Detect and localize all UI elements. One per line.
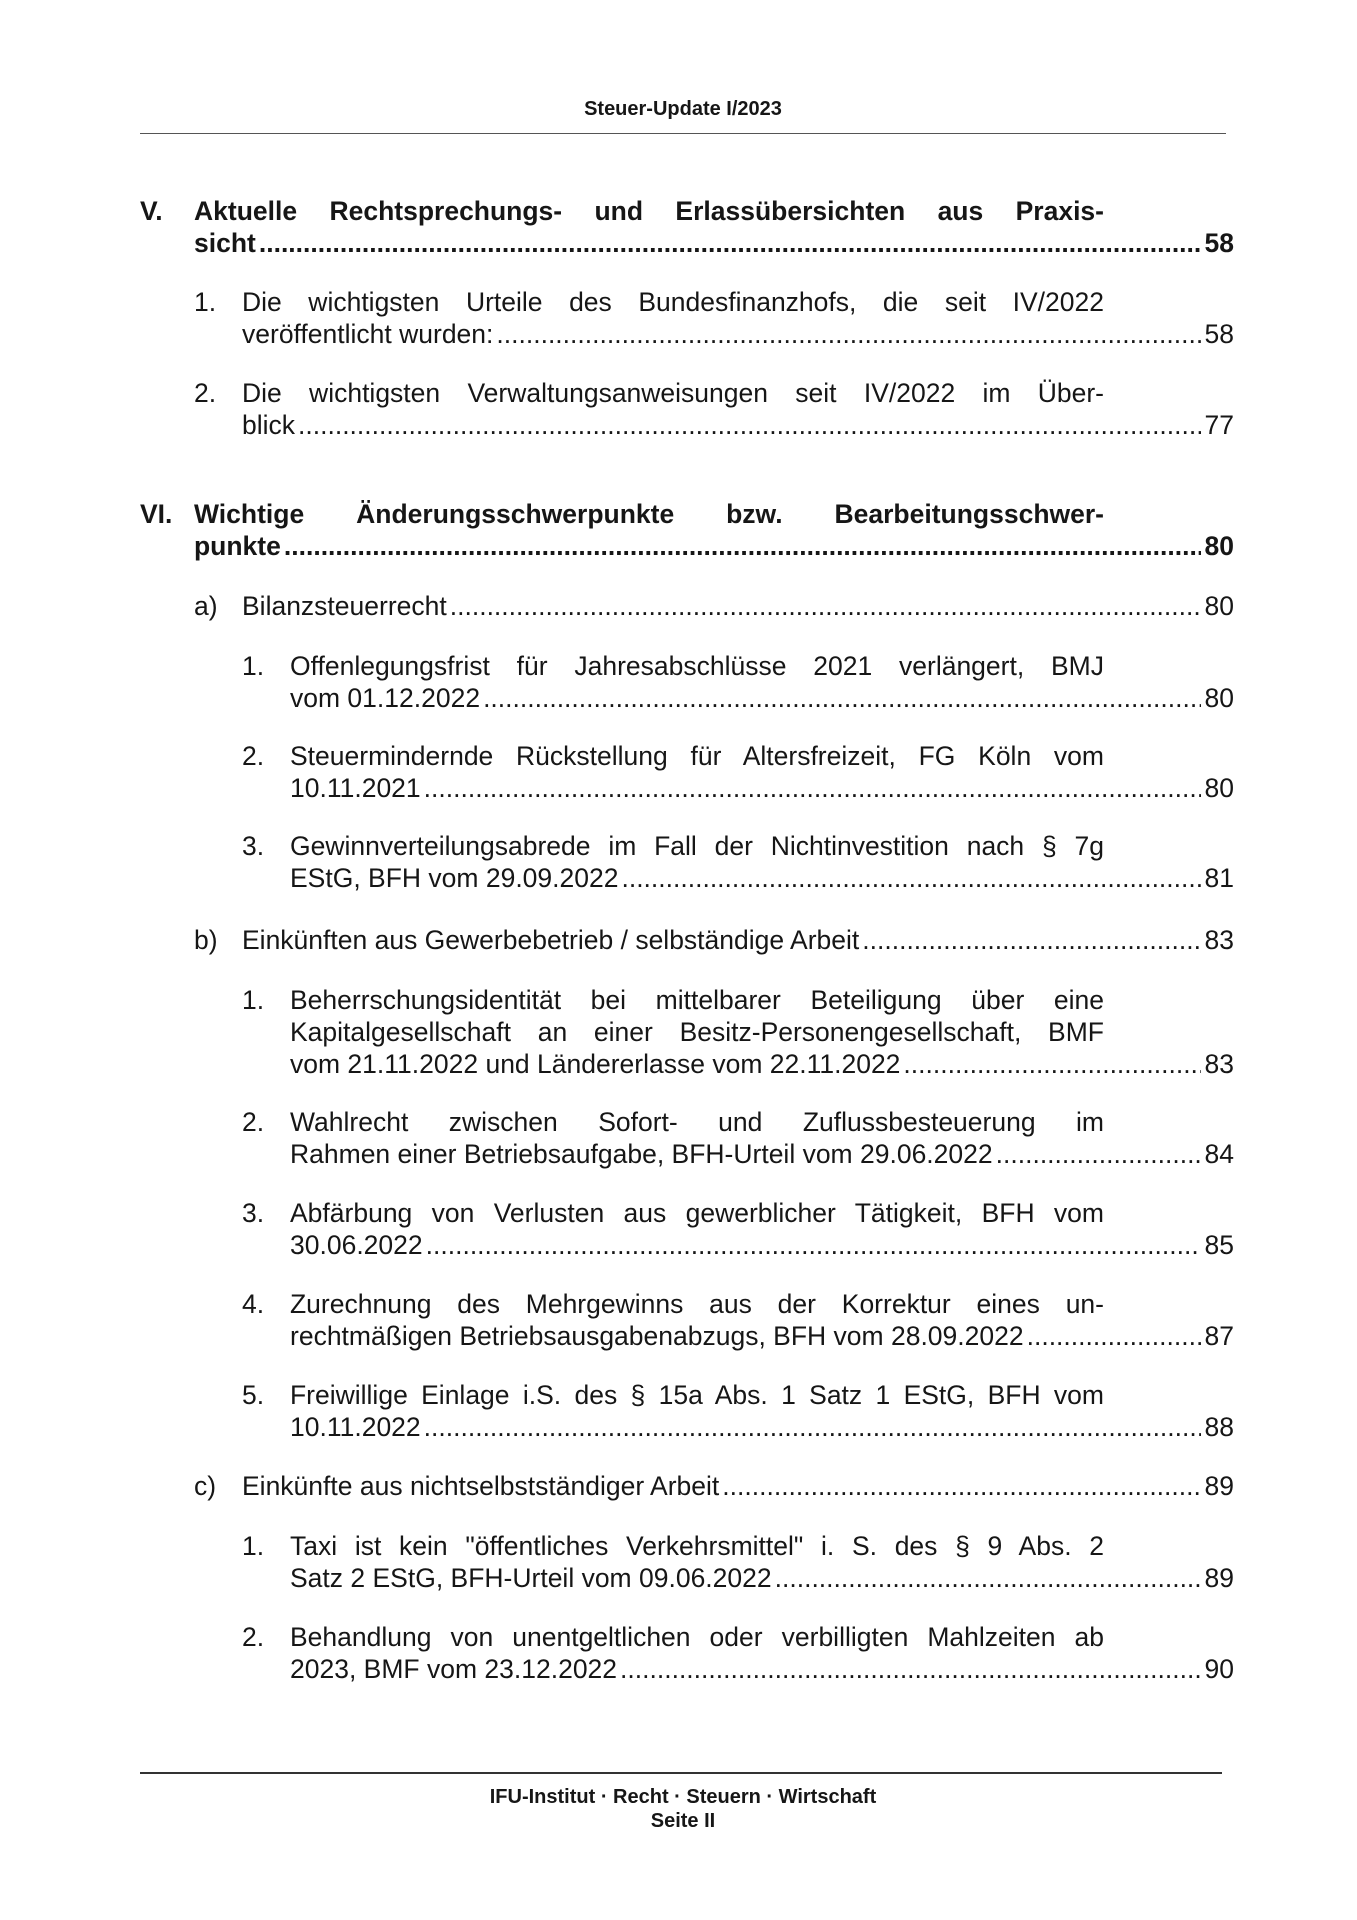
- toc-leader: [298, 409, 1201, 441]
- toc-page-number: 87: [1204, 1321, 1234, 1351]
- toc-leader: [483, 682, 1200, 714]
- toc-page-number: 80: [1204, 773, 1234, 803]
- toc-number: 3.: [242, 831, 265, 861]
- toc-number: 1.: [242, 651, 265, 681]
- toc-page-number: 90: [1204, 1654, 1234, 1684]
- toc-page-number: 85: [1204, 1230, 1234, 1260]
- toc-page-number: 89: [1204, 1471, 1234, 1501]
- toc-title: Einkünfte aus nichtselbstständiger Arbeit: [242, 1471, 720, 1501]
- toc-title: Steuermindernde Rückstellung für Altersfreizeit, FG Köln vom: [290, 741, 1104, 771]
- toc-leader: [450, 590, 1201, 622]
- toc-page-number: 80: [1204, 683, 1234, 713]
- toc-page-number: 84: [1204, 1139, 1234, 1169]
- toc-number: a): [194, 591, 218, 621]
- toc-number: 1.: [242, 985, 265, 1015]
- toc-page-number: 88: [1204, 1412, 1234, 1442]
- toc-number: 1.: [194, 287, 217, 317]
- toc-page-number: 83: [1204, 1049, 1234, 1079]
- footer-page-label: Seite II: [650, 1810, 716, 1832]
- toc-title: Taxi ist kein "öffentliches Verkehrsmittel" i. S. des § 9 Abs. 2: [290, 1531, 1104, 1561]
- toc-leader: [620, 1653, 1200, 1685]
- page-footer: [140, 1785, 1226, 1833]
- toc-leader: [284, 530, 1201, 562]
- toc-title: Wahlrecht zwischen Sofort- und Zuflussbesteuerung im: [290, 1107, 1104, 1137]
- toc-number: 2.: [242, 741, 265, 771]
- toc-page-number: 89: [1204, 1563, 1234, 1593]
- toc-leader: [426, 1229, 1201, 1261]
- page-header-title: Steuer-Update I/2023: [584, 98, 782, 120]
- toc-number: 5.: [242, 1380, 265, 1410]
- toc-title-cont: Rahmen einer Betriebsaufgabe, BFH-Urteil vom 29.06.2022: [290, 1139, 993, 1169]
- toc-title-cont: Satz 2 EStG, BFH-Urteil vom 09.06.2022: [290, 1563, 772, 1593]
- toc-number: 1.: [242, 1531, 265, 1561]
- footer-institute: IFU-Institut · Recht · Steuern · Wirtschaft: [489, 1786, 877, 1808]
- toc-title-cont: EStG, BFH vom 29.09.2022: [290, 863, 619, 893]
- toc-title: Wichtige Änderungsschwerpunkte bzw. Bearbeitungsschwer-: [194, 499, 1104, 529]
- toc-number: 3.: [242, 1198, 265, 1228]
- toc-number: 2.: [242, 1107, 265, 1137]
- toc-title-cont: punkte: [194, 531, 281, 561]
- footer-rule: [140, 1772, 1222, 1774]
- toc-number: 2.: [194, 378, 217, 408]
- toc-title-cont: sicht: [194, 228, 256, 258]
- toc-number: c): [194, 1471, 217, 1501]
- toc-leader: [621, 862, 1200, 894]
- toc-title-cont: veröffentlicht wurden:: [242, 319, 494, 349]
- toc-page-number: 81: [1204, 863, 1234, 893]
- toc-page-number: 77: [1204, 410, 1234, 440]
- toc-leader: [424, 1411, 1201, 1443]
- toc-title: Gewinnverteilungsabrede im Fall der Nichtinvestition nach § 7g: [290, 831, 1104, 861]
- toc-page-number: 58: [1204, 228, 1234, 258]
- toc-title: Behandlung von unentgeltlichen oder verbilligten Mahlzeiten ab: [290, 1622, 1104, 1652]
- toc-leader: [862, 924, 1200, 956]
- toc-number: b): [194, 925, 218, 955]
- toc-leader: [424, 772, 1201, 804]
- toc-title: Freiwillige Einlage i.S. des § 15a Abs. 1 Satz 1 EStG, BFH vom: [290, 1380, 1104, 1410]
- toc-title-cont: 10.11.2021: [290, 773, 421, 803]
- toc-title-cont: blick: [242, 410, 296, 440]
- toc-title: Zurechnung des Mehrgewinns aus der Korrektur eines un-: [290, 1289, 1104, 1319]
- toc-leader: [259, 227, 1201, 259]
- toc-title: Einkünften aus Gewerbebetrieb / selbständige Arbeit: [242, 925, 860, 955]
- toc-title-cont: 30.06.2022: [290, 1230, 423, 1260]
- toc-leader: [496, 318, 1200, 350]
- toc-leader: [722, 1470, 1200, 1502]
- toc-title: Die wichtigsten Urteile des Bundesfinanzhofs, die seit IV/2022: [242, 287, 1104, 317]
- toc-page-number: 58: [1204, 319, 1234, 349]
- toc-leader: [903, 1048, 1200, 1080]
- toc-leader: [775, 1562, 1201, 1594]
- toc-title-cont: vom 01.12.2022: [290, 683, 481, 713]
- toc-title-cont: 10.11.2022: [290, 1412, 421, 1442]
- toc-title: Abfärbung von Verlusten aus gewerblicher Tätigkeit, BFH vom: [290, 1198, 1104, 1228]
- toc-number: 2.: [242, 1622, 265, 1652]
- toc-page-number: 83: [1204, 925, 1234, 955]
- toc-title-line2: Kapitalgesellschaft an einer Besitz-Personengesellschaft, BMF: [290, 1017, 1104, 1047]
- toc-number: 4.: [242, 1289, 265, 1319]
- toc-title-cont: vom 21.11.2022 und Ländererlasse vom 22.11.2022: [290, 1049, 901, 1079]
- toc-number: VI.: [140, 499, 173, 529]
- toc-page-number: 80: [1204, 531, 1234, 561]
- toc-title: Bilanzsteuerrecht: [242, 591, 447, 621]
- toc-page-number: 80: [1204, 591, 1234, 621]
- header-rule: [140, 133, 1226, 134]
- toc-title: Die wichtigsten Verwaltungsanweisungen seit IV/2022 im Über-: [242, 378, 1104, 408]
- toc-title: Aktuelle Rechtsprechungs- und Erlassübersichten aus Praxis-: [194, 196, 1104, 226]
- toc-title-cont: 2023, BMF vom 23.12.2022: [290, 1654, 618, 1684]
- toc-title-cont: rechtmäßigen Betriebsausgabenabzugs, BFH vom 28.09.2022: [290, 1321, 1024, 1351]
- toc-title: Beherrschungsidentität bei mittelbarer Beteiligung über eine: [290, 985, 1104, 1015]
- toc-leader: [1027, 1320, 1201, 1352]
- toc-number: V.: [140, 196, 163, 226]
- toc-leader: [996, 1138, 1201, 1170]
- toc-title: Offenlegungsfrist für Jahresabschlüsse 2021 verlängert, BMJ: [290, 651, 1104, 681]
